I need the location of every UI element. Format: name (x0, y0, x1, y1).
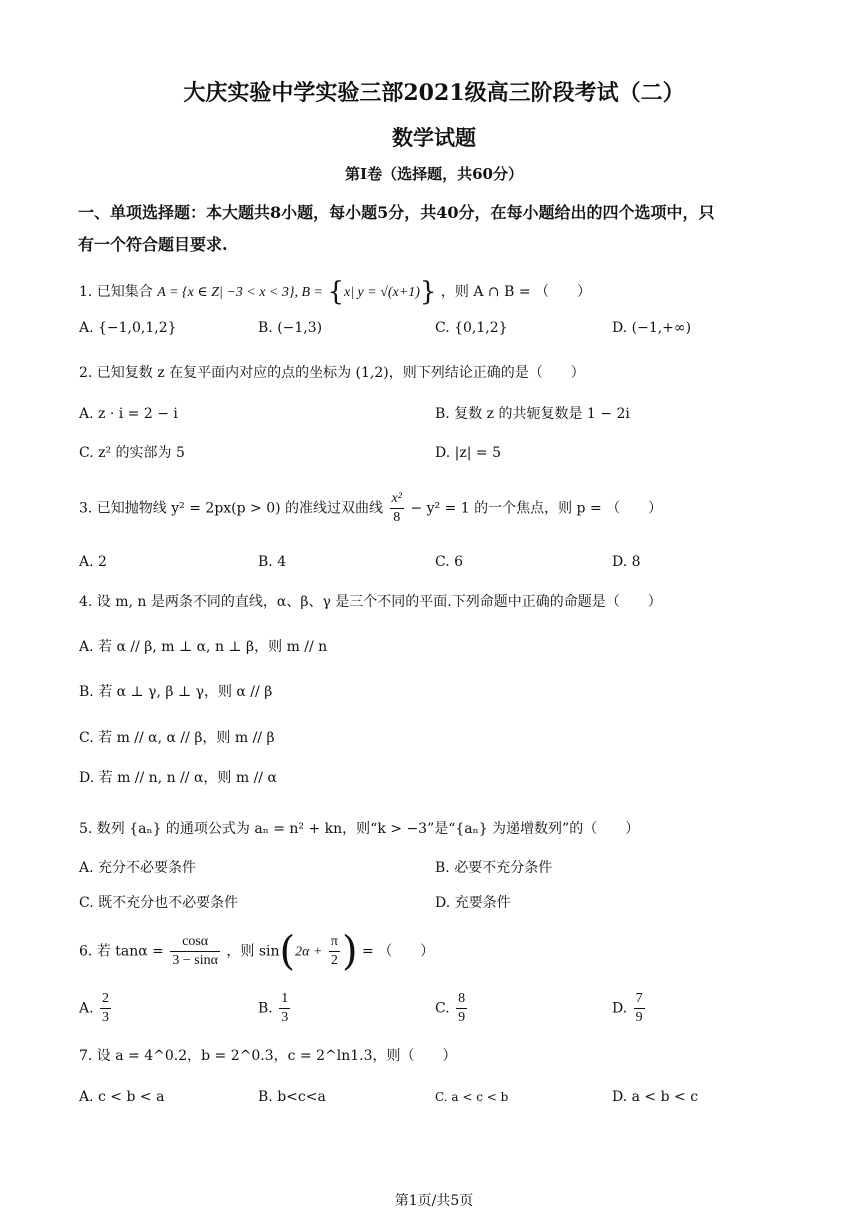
q2-option-c: C. z² 的实部为 5 (79, 445, 185, 461)
question-3 (79, 490, 662, 527)
q6-paren-open: ( (279, 928, 296, 975)
q1-number: 1. 已知集合 (79, 284, 153, 300)
q6-arg: 2α + (295, 944, 323, 960)
q3-pre: 3. 已知抛物线 y² = 2px(p > 0) 的准线过双曲线 (79, 500, 384, 517)
q5-option-c: C. 既不充分也不必要条件 (79, 895, 239, 911)
q6-option-d-fraction (634, 990, 645, 1027)
q3-fraction-numerator: x² (390, 490, 404, 509)
question-1 (79, 277, 592, 307)
q5-option-a: A. 充分不必要条件 (79, 860, 197, 876)
q2-option-a: A. z · i = 2 − i (79, 406, 178, 422)
q4-option-a: A. 若 α // β, m ⊥ α, n ⊥ β，则 m // n (79, 639, 328, 655)
page-title: 大庆实验中学实验三部2021级高三阶段考试（二） (183, 80, 685, 106)
q5-option-d: D. 充要条件 (435, 895, 511, 911)
section-heading-line2: 有一个符合题目要求. (78, 235, 228, 254)
q1-set-a: A = {x ∈ Z| −3 < x < 3}, B = (157, 285, 323, 300)
q6-option-b-den: 3 (281, 1010, 289, 1025)
q6-option-a (79, 990, 113, 1027)
question-7: 7. 设 a = 4^0.2，b = 2^0.3，c = 2^ln1.3，则（ ） (79, 1048, 457, 1064)
q6-post: = （ ） (362, 943, 435, 960)
q3-fraction-denominator: 8 (393, 510, 401, 525)
page-footer: 第1页/共5页 (394, 1193, 474, 1209)
q6-option-d-num: 7 (634, 990, 645, 1009)
q6-option-a-label: A. (79, 1000, 94, 1017)
q3-option-a: A. 2 (79, 554, 107, 570)
q6-option-d (612, 990, 647, 1027)
q6-fraction (170, 933, 220, 970)
q1-option-b: B. (−1,3) (258, 320, 323, 336)
q3-option-d: D. 8 (612, 554, 641, 570)
q6-option-b-label: B. (258, 1000, 273, 1017)
question-5: 5. 数列 {aₙ} 的通项公式为 aₙ = n² + kn，则“k > −3”是“{aₙ} 为递增数列”的（ ） (79, 821, 640, 837)
question-4: 4. 设 m, n 是两条不同的直线，α、β、γ 是三个不同的平面.下列命题中正确的命题是（ ） (79, 594, 662, 610)
q6-mid: ，则 sin (226, 943, 280, 960)
q6-option-a-fraction (100, 990, 111, 1027)
page-subtitle: 数学试题 (392, 125, 476, 150)
q6-option-b-num: 1 (279, 990, 290, 1009)
q2-option-b: B. 复数 z 的共轭复数是 1 − 2i (435, 406, 630, 422)
section-heading-line1: 一、单项选择题：本大题共8小题，每小题5分，共40分，在每小题给出的四个选项中，只 (78, 203, 715, 222)
q6-option-d-label: D. (612, 1000, 628, 1017)
q7-option-c: C. a < c < b (435, 1090, 509, 1104)
q6-pi-denominator: 2 (330, 953, 338, 968)
q6-option-c-fraction (456, 990, 467, 1027)
q4-option-c: C. 若 m // α, α // β，则 m // β (79, 730, 275, 746)
q1-set-b: x| y = √(x+1) (343, 285, 420, 300)
q6-option-d-den: 9 (635, 1010, 643, 1025)
q6-paren-close: ) (341, 928, 358, 975)
q4-option-b: B. 若 α ⊥ γ, β ⊥ γ，则 α // β (79, 684, 273, 700)
q1-option-c: C. {0,1,2} (435, 320, 508, 336)
q1-option-d: D. (−1,+∞) (612, 320, 692, 336)
q6-pre: 6. 若 tanα = (79, 943, 164, 960)
q6-pi-numerator: π (329, 933, 340, 952)
volume-heading: 第Ⅰ卷（选择题，共60分） (345, 165, 523, 183)
q3-option-b: B. 4 (258, 554, 287, 570)
q6-option-c-den: 9 (458, 1010, 466, 1025)
question-2: 2. 已知复数 z 在复平面内对应的点的坐标为 (1,2)，则下列结论正确的是（ ） (79, 365, 585, 381)
q3-fraction (390, 490, 404, 527)
q6-option-b-fraction (279, 990, 290, 1027)
q6-option-a-num: 2 (100, 990, 111, 1009)
q6-option-c-num: 8 (456, 990, 467, 1009)
q6-option-c (435, 990, 469, 1027)
q4-option-d: D. 若 m // n, n // α，则 m // α (79, 770, 277, 786)
q3-option-c: C. 6 (435, 554, 464, 570)
q1-tail: ，则 A ∩ B = （ ） (440, 284, 592, 300)
q1-brace-close: } (419, 277, 437, 307)
q1-brace-open: { (327, 277, 344, 307)
question-6 (79, 928, 435, 975)
q1-option-a: A. {−1,0,1,2} (79, 320, 177, 336)
q6-fraction-denominator: 3 − sinα (172, 953, 218, 968)
q6-option-c-label: C. (435, 1000, 450, 1017)
q5-option-b: B. 必要不充分条件 (435, 860, 553, 876)
q6-fraction-numerator: cosα (170, 933, 220, 952)
q2-option-d: D. |z| = 5 (435, 445, 501, 461)
q7-option-b: B. b<c<a (258, 1089, 326, 1105)
q7-option-d: D. a < b < c (612, 1089, 699, 1105)
q6-option-b (258, 990, 292, 1027)
q3-post: − y² = 1 的一个焦点，则 p = （ ） (410, 500, 663, 517)
q7-option-a: A. c < b < a (79, 1089, 165, 1105)
q6-option-a-den: 3 (102, 1010, 110, 1025)
q6-pi-fraction (329, 933, 340, 970)
